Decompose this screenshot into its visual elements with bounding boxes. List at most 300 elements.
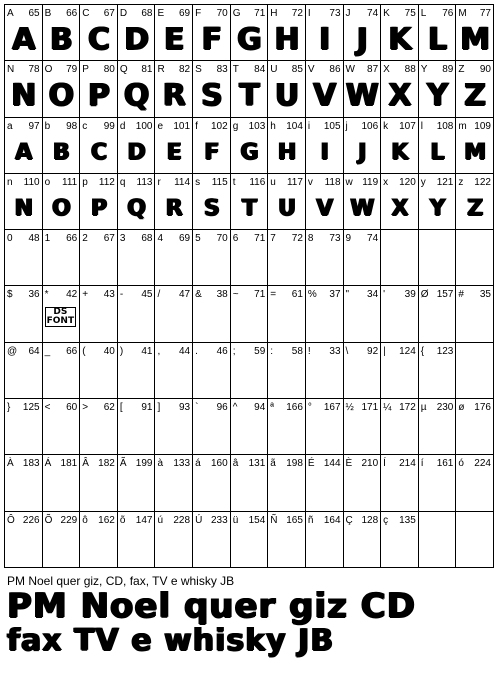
cell-glyph <box>268 247 305 283</box>
charmap-cell <box>231 399 269 455</box>
cell-glyph: A <box>12 22 35 58</box>
cell-code: 198 <box>286 458 303 470</box>
cell-character: w <box>345 176 353 188</box>
charmap-cell <box>268 512 306 568</box>
charmap-cell <box>80 512 118 568</box>
charmap-cell <box>381 61 419 117</box>
cell-label <box>7 233 40 245</box>
cell-label <box>346 346 379 358</box>
charmap-cell <box>268 174 306 230</box>
cell-code: 81 <box>141 64 153 76</box>
cell-label <box>383 121 416 133</box>
cell-code: 124 <box>399 345 416 357</box>
cell-label <box>421 64 454 76</box>
cell-glyph: I <box>320 139 328 165</box>
cell-code: 85 <box>291 64 303 76</box>
cell-glyph: V <box>316 196 333 222</box>
cell-label <box>233 458 266 470</box>
cell-glyph <box>419 472 456 508</box>
cell-glyph <box>344 529 381 565</box>
charmap-cell <box>381 174 419 230</box>
cell-character: f <box>195 120 198 132</box>
cell-character: b <box>44 120 51 132</box>
cell-glyph: Q <box>127 196 145 222</box>
cell-character: ô <box>82 514 88 526</box>
cell-code: 40 <box>103 345 115 357</box>
cell-glyph: B <box>53 139 69 165</box>
cell-glyph <box>381 416 418 452</box>
cell-glyph <box>268 360 305 396</box>
charmap-cell <box>456 286 494 342</box>
cell-label <box>233 64 266 76</box>
charmap-cell <box>268 286 306 342</box>
cell-label <box>82 289 115 301</box>
cell-label <box>421 458 454 470</box>
cell-glyph <box>43 247 80 283</box>
charmap-cell <box>80 174 118 230</box>
charmap-cell <box>118 399 156 455</box>
cell-label <box>120 64 153 76</box>
cell-code: 73 <box>329 8 341 19</box>
cell-character: Ø <box>420 289 429 301</box>
cell-label <box>270 121 303 133</box>
cell-glyph <box>344 303 381 339</box>
charmap-cell <box>118 174 156 230</box>
cell-glyph: S <box>203 196 219 222</box>
cell-character: 2 <box>82 233 88 245</box>
cell-code: 121 <box>436 176 454 188</box>
cell-label <box>195 233 228 245</box>
charmap-cell <box>306 286 344 342</box>
cell-code: 71 <box>254 289 266 301</box>
cell-glyph <box>344 360 381 396</box>
cell-glyph <box>456 416 493 452</box>
cell-glyph <box>419 416 456 452</box>
cell-character: x <box>383 176 389 188</box>
cell-label <box>45 8 78 20</box>
cell-character: p <box>82 176 88 188</box>
cell-character: u <box>270 176 276 188</box>
cell-label <box>421 289 454 301</box>
sample-text-label: PM Noel quer giz, CD, fax, TV e whisky JB <box>7 574 235 588</box>
charmap-cell <box>155 343 193 399</box>
cell-glyph <box>306 303 343 339</box>
charmap-cell <box>5 174 43 230</box>
cell-glyph <box>5 472 42 508</box>
cell-label <box>195 8 228 20</box>
charmap-cell <box>268 399 306 455</box>
cell-label <box>120 289 153 301</box>
cell-character: * <box>44 289 49 301</box>
cell-code: 71 <box>254 8 266 19</box>
cell-label <box>270 458 303 470</box>
cell-label <box>157 177 190 189</box>
cell-code: 96 <box>216 402 228 414</box>
cell-glyph <box>306 472 343 508</box>
charmap-cell <box>381 286 419 342</box>
cell-code: 171 <box>361 402 379 414</box>
cell-character: A <box>7 8 14 19</box>
cell-code: 167 <box>323 402 341 414</box>
cell-label <box>157 402 190 414</box>
cell-code: 147 <box>135 514 153 526</box>
cell-glyph: O <box>48 78 74 114</box>
cell-character: - <box>119 289 124 301</box>
cell-glyph: J <box>356 22 367 58</box>
cell-label <box>45 346 78 358</box>
cell-glyph <box>231 360 268 396</box>
cell-label <box>270 346 303 358</box>
charmap-cell <box>268 61 306 117</box>
cell-glyph <box>118 360 155 396</box>
cell-character: + <box>82 289 89 301</box>
cell-glyph <box>231 247 268 283</box>
charmap-cell <box>80 286 118 342</box>
cell-label <box>233 8 266 20</box>
charmap-cell <box>381 343 419 399</box>
cell-code: 112 <box>98 176 115 188</box>
charmap-cell <box>43 455 81 511</box>
cell-label <box>458 402 491 414</box>
cell-character: Í <box>383 458 386 470</box>
cell-code: 93 <box>178 402 191 414</box>
cell-label <box>308 121 341 133</box>
charmap-cell <box>344 61 382 117</box>
cell-code: 97 <box>28 120 40 132</box>
cell-glyph: H <box>274 22 299 58</box>
cell-character: 0 <box>7 233 13 245</box>
cell-character: O <box>44 64 53 76</box>
cell-glyph <box>419 360 456 396</box>
cell-glyph: N <box>14 196 33 222</box>
cell-glyph <box>155 529 192 565</box>
cell-glyph: U <box>274 78 299 114</box>
cell-character: @ <box>7 345 18 357</box>
cell-character: 4 <box>157 233 164 245</box>
cell-character: I <box>307 8 311 19</box>
cell-code: 100 <box>135 120 153 132</box>
cell-glyph <box>344 247 381 283</box>
charmap-cell <box>155 174 193 230</box>
cell-label <box>458 515 491 527</box>
cell-character: $ <box>7 289 13 301</box>
font-logo-text: DS FONT <box>46 307 75 327</box>
cell-glyph: P <box>90 196 107 222</box>
cell-character: ó <box>458 458 464 470</box>
cell-label <box>195 121 228 133</box>
cell-label <box>421 8 454 20</box>
cell-character: È <box>345 458 353 470</box>
cell-code: 71 <box>254 233 266 245</box>
cell-character: Q <box>119 64 128 76</box>
cell-label <box>383 177 416 189</box>
cell-glyph: K <box>388 22 411 58</box>
cell-code: 67 <box>103 8 115 19</box>
cell-character: g <box>232 120 239 132</box>
cell-label <box>458 121 491 133</box>
cell-label <box>7 515 40 527</box>
cell-label <box>120 515 153 527</box>
charmap-cell <box>118 343 156 399</box>
charmap-cell <box>80 61 118 117</box>
cell-glyph: N <box>11 78 36 114</box>
charmap-cell <box>381 5 419 61</box>
cell-glyph <box>43 529 80 565</box>
cell-glyph: I <box>319 22 330 58</box>
cell-code: 69 <box>178 8 191 19</box>
cell-character: i <box>307 120 311 132</box>
charmap-cell <box>5 61 43 117</box>
cell-character: 6 <box>232 233 239 245</box>
charmap-cell <box>419 174 457 230</box>
cell-label <box>82 121 115 133</box>
cell-character: 7 <box>270 233 276 245</box>
cell-label <box>120 402 153 414</box>
cell-character: . <box>195 345 198 357</box>
cell-glyph <box>456 472 493 508</box>
cell-label <box>233 346 266 358</box>
cell-character: L <box>420 8 427 19</box>
cell-label <box>82 233 115 245</box>
cell-character: Ã <box>119 458 127 470</box>
cell-code: 214 <box>399 458 416 470</box>
cell-label <box>7 289 40 301</box>
charmap-cell <box>344 5 382 61</box>
cell-character: > <box>82 402 89 414</box>
charmap-cell <box>193 5 231 61</box>
cell-character: " <box>345 289 350 301</box>
cell-glyph <box>80 416 117 452</box>
cell-label <box>383 515 416 527</box>
cell-label <box>120 121 153 133</box>
cell-code: 74 <box>367 233 379 245</box>
cell-code: 115 <box>211 176 228 188</box>
cell-character: e <box>157 120 164 132</box>
cell-character: ^ <box>232 402 238 414</box>
cell-glyph: M <box>464 139 486 165</box>
charmap-cell <box>456 399 494 455</box>
charmap-cell <box>118 61 156 117</box>
charmap-cell <box>43 286 81 342</box>
cell-label <box>82 402 115 414</box>
cell-label <box>270 64 303 76</box>
cell-character: K <box>383 8 390 19</box>
cell-label <box>308 458 341 470</box>
cell-glyph <box>381 247 418 283</box>
cell-code: 33 <box>329 345 341 357</box>
cell-glyph: F <box>201 22 222 58</box>
cell-code: 182 <box>98 458 115 470</box>
cell-character: ã <box>270 458 276 470</box>
cell-character: ! <box>307 345 311 357</box>
cell-label <box>45 289 78 301</box>
cell-label <box>157 515 190 527</box>
cell-character: ` <box>195 402 199 414</box>
cell-code: 70 <box>216 233 228 245</box>
cell-label <box>157 458 190 470</box>
cell-glyph <box>231 529 268 565</box>
cell-glyph: E <box>164 22 184 58</box>
charmap-cell <box>268 118 306 174</box>
charmap-cell <box>306 118 344 174</box>
cell-label <box>458 64 491 76</box>
charmap-cell <box>43 61 81 117</box>
charmap-cell <box>80 5 118 61</box>
cell-glyph <box>193 303 230 339</box>
cell-label <box>346 64 379 76</box>
cell-code: 70 <box>216 8 228 19</box>
cell-label <box>7 64 40 76</box>
cell-glyph <box>456 303 493 339</box>
cell-code: 66 <box>66 233 78 245</box>
charmap-cell <box>419 118 457 174</box>
cell-glyph <box>80 472 117 508</box>
charmap-cell <box>43 399 81 455</box>
cell-glyph <box>381 529 418 565</box>
cell-code: 80 <box>103 64 115 76</box>
charmap-cell <box>419 286 457 342</box>
cell-glyph: D <box>127 139 145 165</box>
cell-code: 39 <box>404 289 416 301</box>
cell-code: 157 <box>436 289 454 301</box>
cell-glyph: J <box>358 139 366 165</box>
charmap-cell <box>419 399 457 455</box>
cell-label <box>233 233 266 245</box>
cell-label <box>45 402 78 414</box>
charmap-cell <box>5 512 43 568</box>
charmap-cell <box>5 286 43 342</box>
cell-glyph <box>456 529 493 565</box>
cell-label <box>120 458 153 470</box>
cell-glyph: Y <box>429 196 445 222</box>
charmap-cell <box>381 118 419 174</box>
charmap-cell <box>80 230 118 286</box>
charmap-cell <box>419 512 457 568</box>
cell-character: D <box>119 8 128 19</box>
cell-code: 86 <box>329 64 341 76</box>
charmap-cell <box>231 455 269 511</box>
cell-label <box>308 402 341 414</box>
cell-glyph: R <box>165 196 182 222</box>
charmap-cell <box>381 399 419 455</box>
cell-code: 131 <box>248 458 266 470</box>
cell-character: ( <box>82 345 86 357</box>
cell-glyph <box>381 472 418 508</box>
cell-character: / <box>157 289 161 301</box>
cell-label <box>421 177 454 189</box>
charmap-cell <box>344 118 382 174</box>
cell-code: 83 <box>216 64 228 76</box>
cell-glyph <box>419 529 456 565</box>
cell-glyph <box>344 472 381 508</box>
charmap-cell <box>193 230 231 286</box>
cell-glyph <box>456 360 493 396</box>
cell-label <box>195 289 228 301</box>
cell-label <box>195 402 228 414</box>
cell-glyph: Q <box>123 78 149 114</box>
cell-glyph: L <box>430 139 444 165</box>
cell-character: ° <box>307 402 312 414</box>
cell-character: C <box>82 8 90 19</box>
cell-glyph <box>381 303 418 339</box>
cell-code: 59 <box>254 345 266 357</box>
cell-glyph <box>5 360 42 396</box>
cell-character: o <box>44 176 51 188</box>
charmap-cell <box>118 286 156 342</box>
charmap-cell <box>155 61 193 117</box>
cell-label <box>421 346 454 358</box>
cell-code: 66 <box>66 345 78 357</box>
charmap-cell <box>344 399 382 455</box>
cell-character: à <box>157 458 164 470</box>
charmap-cell <box>268 230 306 286</box>
cell-code: 65 <box>28 8 40 19</box>
cell-code: 122 <box>474 176 491 188</box>
cell-label <box>45 121 78 133</box>
cell-label <box>383 289 416 301</box>
cell-code: 99 <box>103 120 115 132</box>
cell-glyph <box>381 360 418 396</box>
cell-code: 79 <box>66 64 78 76</box>
charmap-cell <box>231 230 269 286</box>
charmap-cell <box>118 230 156 286</box>
cell-code: 35 <box>479 289 491 301</box>
charmap-cell <box>344 174 382 230</box>
cell-label <box>346 289 379 301</box>
cell-character: Y <box>420 64 428 76</box>
cell-label <box>308 64 341 76</box>
cell-glyph: S <box>201 78 222 114</box>
cell-code: 230 <box>436 402 454 414</box>
cell-code: 46 <box>216 345 228 357</box>
charmap-cell <box>306 230 344 286</box>
cell-code: 161 <box>436 458 454 470</box>
charmap-cell <box>80 343 118 399</box>
cell-code: 105 <box>323 120 341 132</box>
charmap-cell <box>43 5 81 61</box>
cell-character: P <box>82 64 89 76</box>
charmap-cell <box>231 5 269 61</box>
sample-text-line-2: fax TV e whisky JB <box>7 623 335 658</box>
cell-label <box>346 177 379 189</box>
cell-glyph <box>306 360 343 396</box>
cell-label <box>195 64 228 76</box>
charmap-cell <box>268 455 306 511</box>
charmap-cell <box>419 61 457 117</box>
charmap-cell <box>193 174 231 230</box>
cell-label <box>157 233 190 245</box>
cell-code: 34 <box>367 289 379 301</box>
cell-glyph <box>5 303 42 339</box>
cell-glyph: Z <box>464 78 486 114</box>
cell-glyph <box>419 247 456 283</box>
charmap-cell <box>5 230 43 286</box>
charmap-cell <box>306 61 344 117</box>
cell-code: 199 <box>135 458 153 470</box>
cell-character: 8 <box>307 233 314 245</box>
cell-glyph <box>193 247 230 283</box>
cell-glyph: T <box>241 196 256 222</box>
charmap-cell <box>80 399 118 455</box>
cell-label <box>45 64 78 76</box>
cell-glyph: F <box>204 139 219 165</box>
cell-code: 160 <box>211 458 228 470</box>
cell-character: J <box>345 8 351 19</box>
cell-label <box>421 233 454 245</box>
cell-character: 5 <box>195 233 201 245</box>
cell-label <box>346 402 379 414</box>
cell-character: Ñ <box>270 514 278 526</box>
